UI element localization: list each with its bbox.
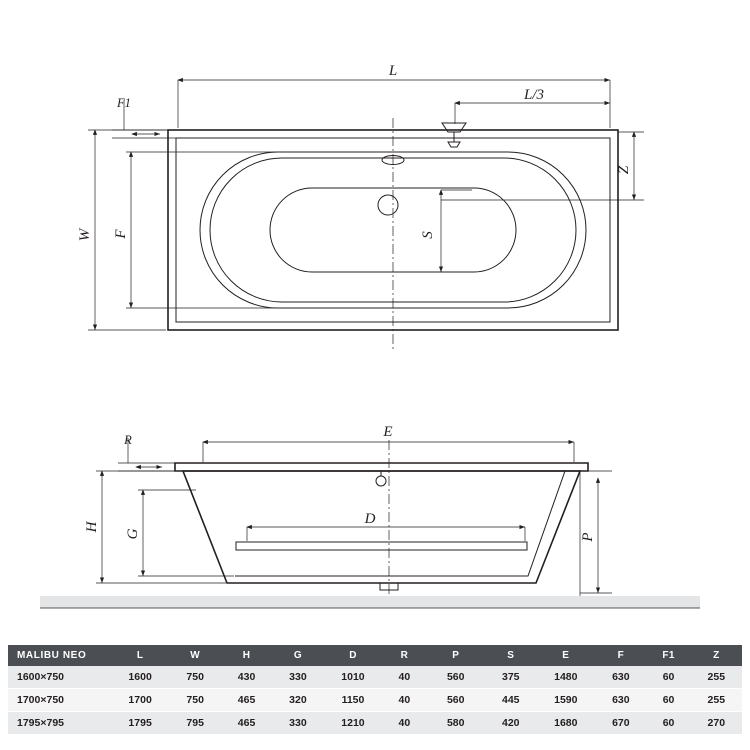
table-header-E: E (536, 645, 595, 666)
table-header-S: S (485, 645, 536, 666)
dimension-L (178, 63, 610, 128)
table-header-R: R (382, 645, 426, 666)
table-header-P: P (426, 645, 485, 666)
cell-S: 375 (485, 666, 536, 689)
svg-text:P: P (580, 532, 596, 542)
table-header-F: F (595, 645, 646, 666)
dimension-P (580, 471, 612, 596)
svg-text:R: R (124, 433, 132, 447)
table-row (8, 712, 742, 735)
svg-text:S: S (420, 231, 436, 239)
table-header-model: MALIBU NEO (8, 645, 111, 666)
table-header-D: D (324, 645, 383, 666)
cell-Z: 270 (691, 712, 742, 735)
cell-F1: 60 (647, 666, 691, 689)
svg-text:Z: Z (616, 165, 632, 175)
cell-H: 465 (221, 689, 272, 712)
cell-model: 1795×795 (8, 712, 111, 735)
dimensions-table (8, 645, 742, 735)
cell-L: 1700 (111, 689, 170, 712)
svg-text:F: F (113, 229, 129, 239)
cell-W: 795 (169, 712, 220, 735)
cell-Z: 255 (691, 689, 742, 712)
tap-fitting-icon (442, 123, 466, 147)
cell-R: 40 (382, 666, 426, 689)
cell-L: 1600 (111, 666, 170, 689)
cell-H: 465 (221, 712, 272, 735)
svg-text:F1: F1 (117, 96, 131, 110)
cell-E: 1590 (536, 689, 595, 712)
cell-L: 1795 (111, 712, 170, 735)
table-header-L: L (111, 645, 170, 666)
table-row (8, 666, 742, 689)
side-view-outline (175, 463, 588, 590)
svg-text:L: L (388, 63, 398, 79)
svg-text:D: D (364, 511, 376, 527)
cell-R: 40 (382, 689, 426, 712)
cell-S: 445 (485, 689, 536, 712)
cell-G: 330 (272, 666, 323, 689)
cell-model: 1600×750 (8, 666, 111, 689)
cell-H: 430 (221, 666, 272, 689)
table-header-H: H (221, 645, 272, 666)
cell-D: 1210 (324, 712, 383, 735)
dimension-F1 (112, 96, 176, 138)
svg-text:W: W (77, 228, 93, 242)
cell-D: 1010 (324, 666, 383, 689)
waste-drain (378, 195, 398, 215)
table-header-G: G (272, 645, 323, 666)
table-header-row (8, 645, 742, 666)
cell-E: 1680 (536, 712, 595, 735)
table-header-F1: F1 (647, 645, 691, 666)
cell-F: 630 (595, 689, 646, 712)
svg-text:H: H (84, 521, 100, 533)
cell-F: 670 (595, 712, 646, 735)
dimension-S (420, 190, 472, 272)
table-header-W: W (169, 645, 220, 666)
dimension-D (247, 511, 525, 541)
cell-model: 1700×750 (8, 689, 111, 712)
dimension-E (203, 424, 574, 462)
cell-Z: 255 (691, 666, 742, 689)
svg-text:G: G (125, 528, 141, 540)
cell-R: 40 (382, 712, 426, 735)
cell-P: 560 (426, 666, 485, 689)
dimension-F (113, 152, 276, 308)
dimension-L3 (455, 87, 610, 124)
floor-line (40, 596, 700, 608)
dimension-G (125, 490, 234, 576)
cell-S: 420 (485, 712, 536, 735)
svg-text:E: E (383, 424, 393, 440)
cell-W: 750 (169, 666, 220, 689)
cell-G: 330 (272, 712, 323, 735)
dimension-R (118, 433, 183, 471)
svg-text:L/3: L/3 (523, 87, 545, 103)
cell-F1: 60 (647, 689, 691, 712)
table-header-Z: Z (691, 645, 742, 666)
cell-D: 1150 (324, 689, 383, 712)
cell-P: 560 (426, 689, 485, 712)
cell-E: 1480 (536, 666, 595, 689)
cell-F1: 60 (647, 712, 691, 735)
cell-W: 750 (169, 689, 220, 712)
cell-G: 320 (272, 689, 323, 712)
cell-P: 580 (426, 712, 485, 735)
cell-F: 630 (595, 666, 646, 689)
table-row (8, 689, 742, 712)
